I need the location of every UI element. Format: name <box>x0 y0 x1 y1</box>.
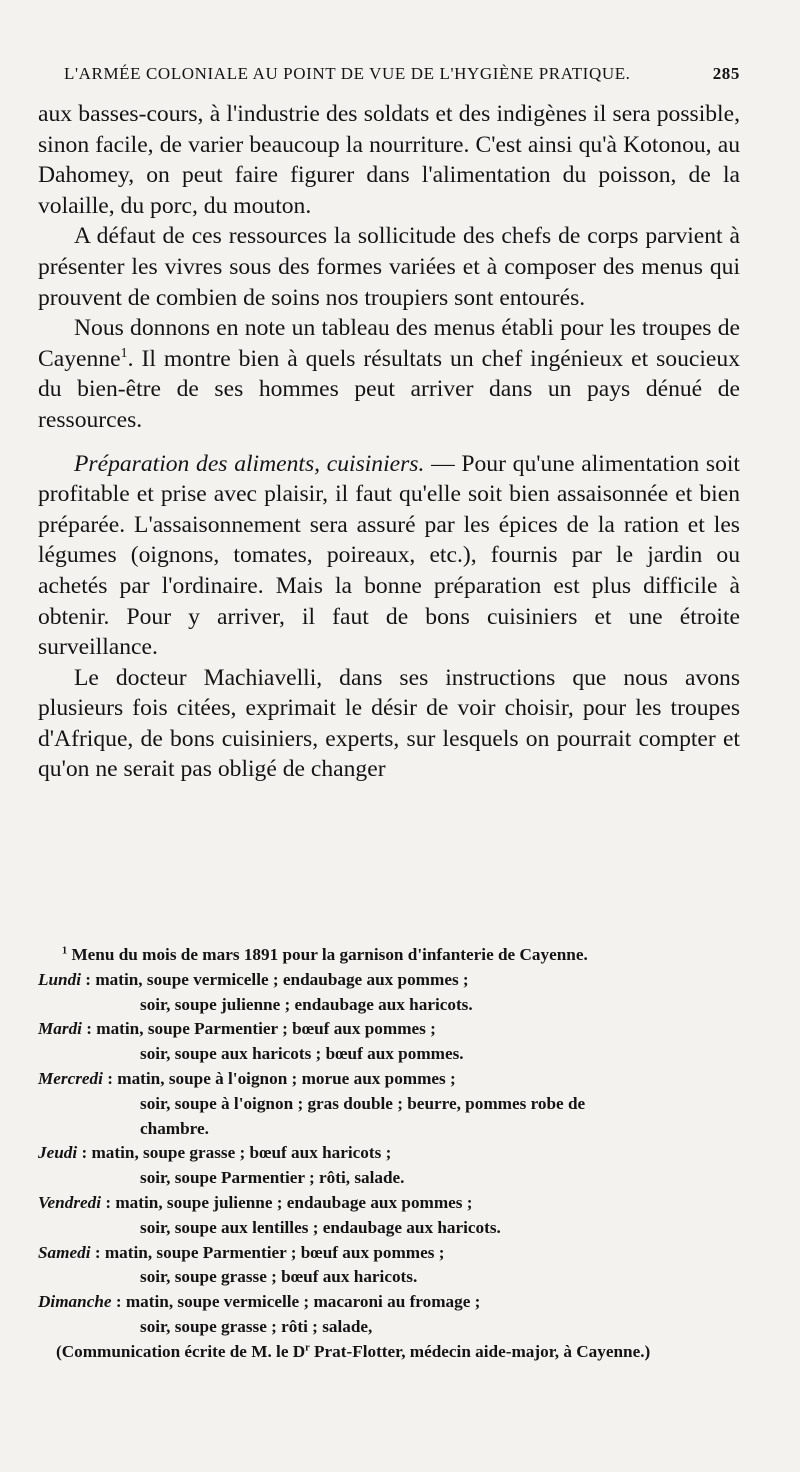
day-evening: soir, soupe julienne ; endaubage aux haricots. <box>140 994 473 1014</box>
day-name: Vendredi <box>38 1192 102 1212</box>
day-morning: matin, soupe Parmentier ; bœuf aux pommes ; <box>104 1242 445 1262</box>
source-superscript: r <box>305 1342 310 1354</box>
day-name: Mardi <box>38 1019 82 1039</box>
source-text: (Communication écrite de M. le D <box>56 1341 306 1361</box>
footnote-source <box>38 1340 740 1365</box>
footnote-title: Menu du mois de mars 1891 pour la garnison d'infanterie de Cayenne. <box>67 945 588 964</box>
paragraph-text: . Il montre bien à quels résultats un chef ingénieux et soucieux du bien-être de ses hommes peut arriver dans un pays dénué de ressources. <box>38 345 740 433</box>
running-title: L'ARMÉE COLONIALE AU POINT DE VUE DE L'HYGIÈNE PRATIQUE. <box>64 64 631 83</box>
paragraph-text: Nous donnons en note un tableau des menus établi pour les troupes de Cayenne <box>38 315 740 372</box>
footnote <box>38 943 740 1365</box>
day-morning: matin, soupe vermicelle ; macaroni au fromage ; <box>125 1292 481 1312</box>
day-evening: soir, soupe aux lentilles ; endaubage aux haricots. <box>140 1217 501 1237</box>
day-evening: soir, soupe aux haricots ; bœuf aux pommes. <box>140 1044 464 1064</box>
menu-day: Samedi : matin, soupe Parmentier ; bœuf aux pommes ; soir, soupe grasse ; bœuf aux haricots. <box>38 1241 740 1291</box>
footnote-intro <box>38 943 740 968</box>
day-name: Lundi <box>38 969 81 989</box>
day-morning: matin, soupe Parmentier ; bœuf aux pommes ; <box>96 1019 436 1039</box>
menu-day: Mercredi : matin, soupe à l'oignon ; morue aux pommes ; soir, soupe à l'oignon ; gras double ; beurre, pommes robe de chambre. <box>38 1067 740 1141</box>
day-name: Dimanche <box>38 1292 112 1312</box>
menu-day: Mardi : matin, soupe Parmentier ; bœuf aux pommes ; soir, soupe aux haricots ; bœuf aux pommes. <box>38 1017 740 1067</box>
day-evening: soir, soupe Parmentier ; rôti, salade. <box>140 1168 405 1188</box>
paragraph <box>38 449 740 663</box>
day-evening: soir, soupe grasse ; rôti ; salade, <box>140 1316 373 1336</box>
paragraph: A défaut de ces ressources la sollicitude des chefs de corps parvient à présenter les vivres sous des formes variées et à composer des menus qui prouvent de combien de soins nos troupiers sont entourés. <box>38 223 740 311</box>
day-name: Mercredi <box>38 1068 103 1088</box>
footnote-marker: 1 <box>62 945 68 957</box>
day-evening: soir, soupe grasse ; bœuf aux haricots. <box>140 1267 418 1287</box>
day-name: Jeudi <box>38 1143 78 1163</box>
day-morning: matin, soupe julienne ; endaubage aux pommes ; <box>115 1192 473 1212</box>
page-header <box>64 64 740 88</box>
section-title: Préparation des aliments, cuisiniers. <box>74 450 425 477</box>
paragraph: Le docteur Machiavelli, dans ses instructions que nous avons plusieurs fois citées, exprimait le désir de voir choisir, pour les troupes d'Afrique, de bons cuisiniers, experts, sur lesquels on pourrait compter et qu'on ne serait pas obligé de changer <box>38 664 740 783</box>
day-morning: matin, soupe grasse ; bœuf aux haricots ; <box>91 1143 392 1163</box>
menu-day: Lundi : matin, soupe vermicelle ; endaubage aux pommes ; soir, soupe julienne ; endaubage aux haricots. <box>38 968 740 1018</box>
paragraph: aux basses-cours, à l'industrie des soldats et des indigènes il sera possible, sinon facile, de varier beaucoup la nourriture. C'est ainsi qu'à Kotonou, au Dahomey, on peut faire figurer dans l'alimentation du poisson, de la volaille, du porc, du mouton. <box>38 101 740 219</box>
main-text <box>38 99 740 785</box>
paragraph-text: — Pour qu'une alimentation soit profitable et prise avec plaisir, il faut qu'elle soit bien assaisonnée et bien préparée. L'assaisonnement sera assuré par les épices de la ration et les légumes (oignons, tomates, poireaux, etc.), fournis par le jardin ou achetés par l'ordinaire. Mais la bonne préparation est plus difficile à obtenir. Pour y arriver, il faut de bons cuisiniers et une étroite surveillance. <box>38 450 740 661</box>
source-text: Prat-Flotter, médecin aide-major, à Cayenne.) <box>309 1341 651 1361</box>
page-number: 285 <box>712 64 740 83</box>
day-evening: soir, soupe à l'oignon ; gras double ; beurre, pommes robe de <box>140 1093 586 1113</box>
day-name: Samedi <box>38 1242 91 1262</box>
day-evening-continuation: chambre. <box>140 1118 209 1138</box>
footnote-reference: 1 <box>120 344 128 361</box>
day-morning: matin, soupe à l'oignon ; morue aux pommes ; <box>117 1068 456 1088</box>
menu-day: Jeudi : matin, soupe grasse ; bœuf aux haricots ; soir, soupe Parmentier ; rôti, salade. <box>38 1141 740 1191</box>
menu-day: Vendredi : matin, soupe julienne ; endaubage aux pommes ; soir, soupe aux lentilles ; endaubage aux haricots. <box>38 1191 740 1241</box>
day-morning: matin, soupe vermicelle ; endaubage aux pommes ; <box>95 969 469 989</box>
paragraph <box>38 313 740 435</box>
menu-day: Dimanche : matin, soupe vermicelle ; macaroni au fromage ; soir, soupe grasse ; rôti ; salade, <box>38 1290 740 1340</box>
